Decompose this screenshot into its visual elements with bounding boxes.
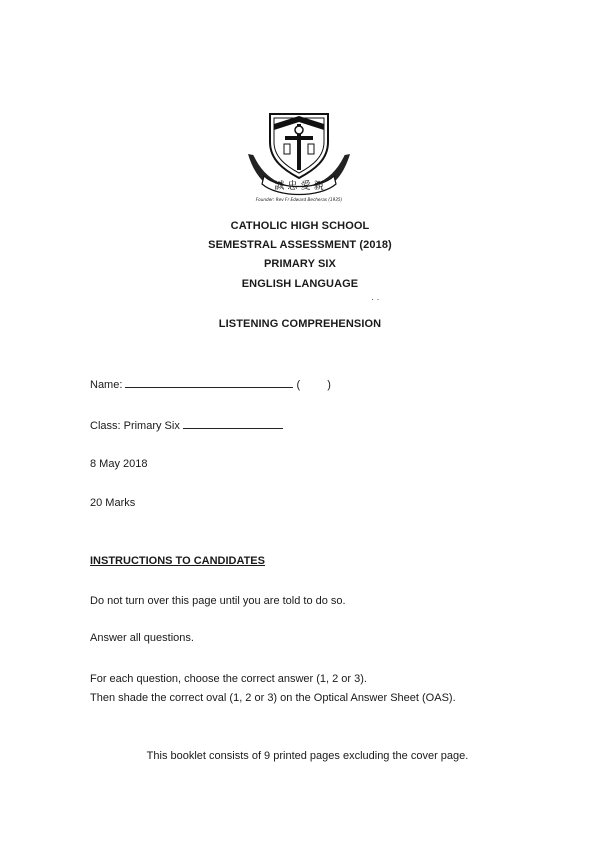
- exam-date: 8 May 2018: [90, 458, 148, 470]
- instruction-item: Then shade the correct oval (1, 2 or 3) on the Optical Answer Sheet (OAS).: [90, 692, 456, 704]
- class-field: [90, 418, 283, 432]
- index-paren-open: (: [296, 379, 301, 391]
- index-paren-close: ): [327, 379, 331, 391]
- instruction-item: For each question, choose the correct answer (1, 2 or 3).: [90, 673, 367, 685]
- instructions-heading: INSTRUCTIONS TO CANDIDATES: [90, 555, 265, 567]
- paper-title: LISTENING COMPREHENSION: [218, 318, 382, 330]
- name-field: [90, 377, 331, 391]
- total-marks: 20 Marks: [90, 497, 136, 509]
- instruction-item: Answer all questions.: [90, 632, 194, 644]
- stray-marks: · ·: [371, 294, 380, 304]
- assessment-title: SEMESTRAL ASSESSMENT (2018): [208, 239, 392, 251]
- school-name: CATHOLIC HIGH SCHOOL: [230, 220, 370, 232]
- crest-founder-text: Founder: Rev Fr Edward Becheras (1935): [255, 197, 343, 202]
- name-blank-line[interactable]: [125, 377, 293, 388]
- name-label: Name:: [90, 379, 123, 391]
- crest-motto: 誠 忠 愛 親: [274, 181, 324, 192]
- subject-title: ENGLISH LANGUAGE: [241, 278, 359, 290]
- class-blank-line[interactable]: [183, 418, 283, 429]
- level-title: PRIMARY SIX: [263, 258, 336, 270]
- page-count-note: This booklet consists of 9 printed pages excluding the cover page.: [146, 750, 469, 762]
- instruction-item: Do not turn over this page until you are told to do so.: [90, 595, 346, 607]
- class-label: Class: Primary Six: [90, 420, 180, 432]
- school-crest-logo: [244, 108, 354, 204]
